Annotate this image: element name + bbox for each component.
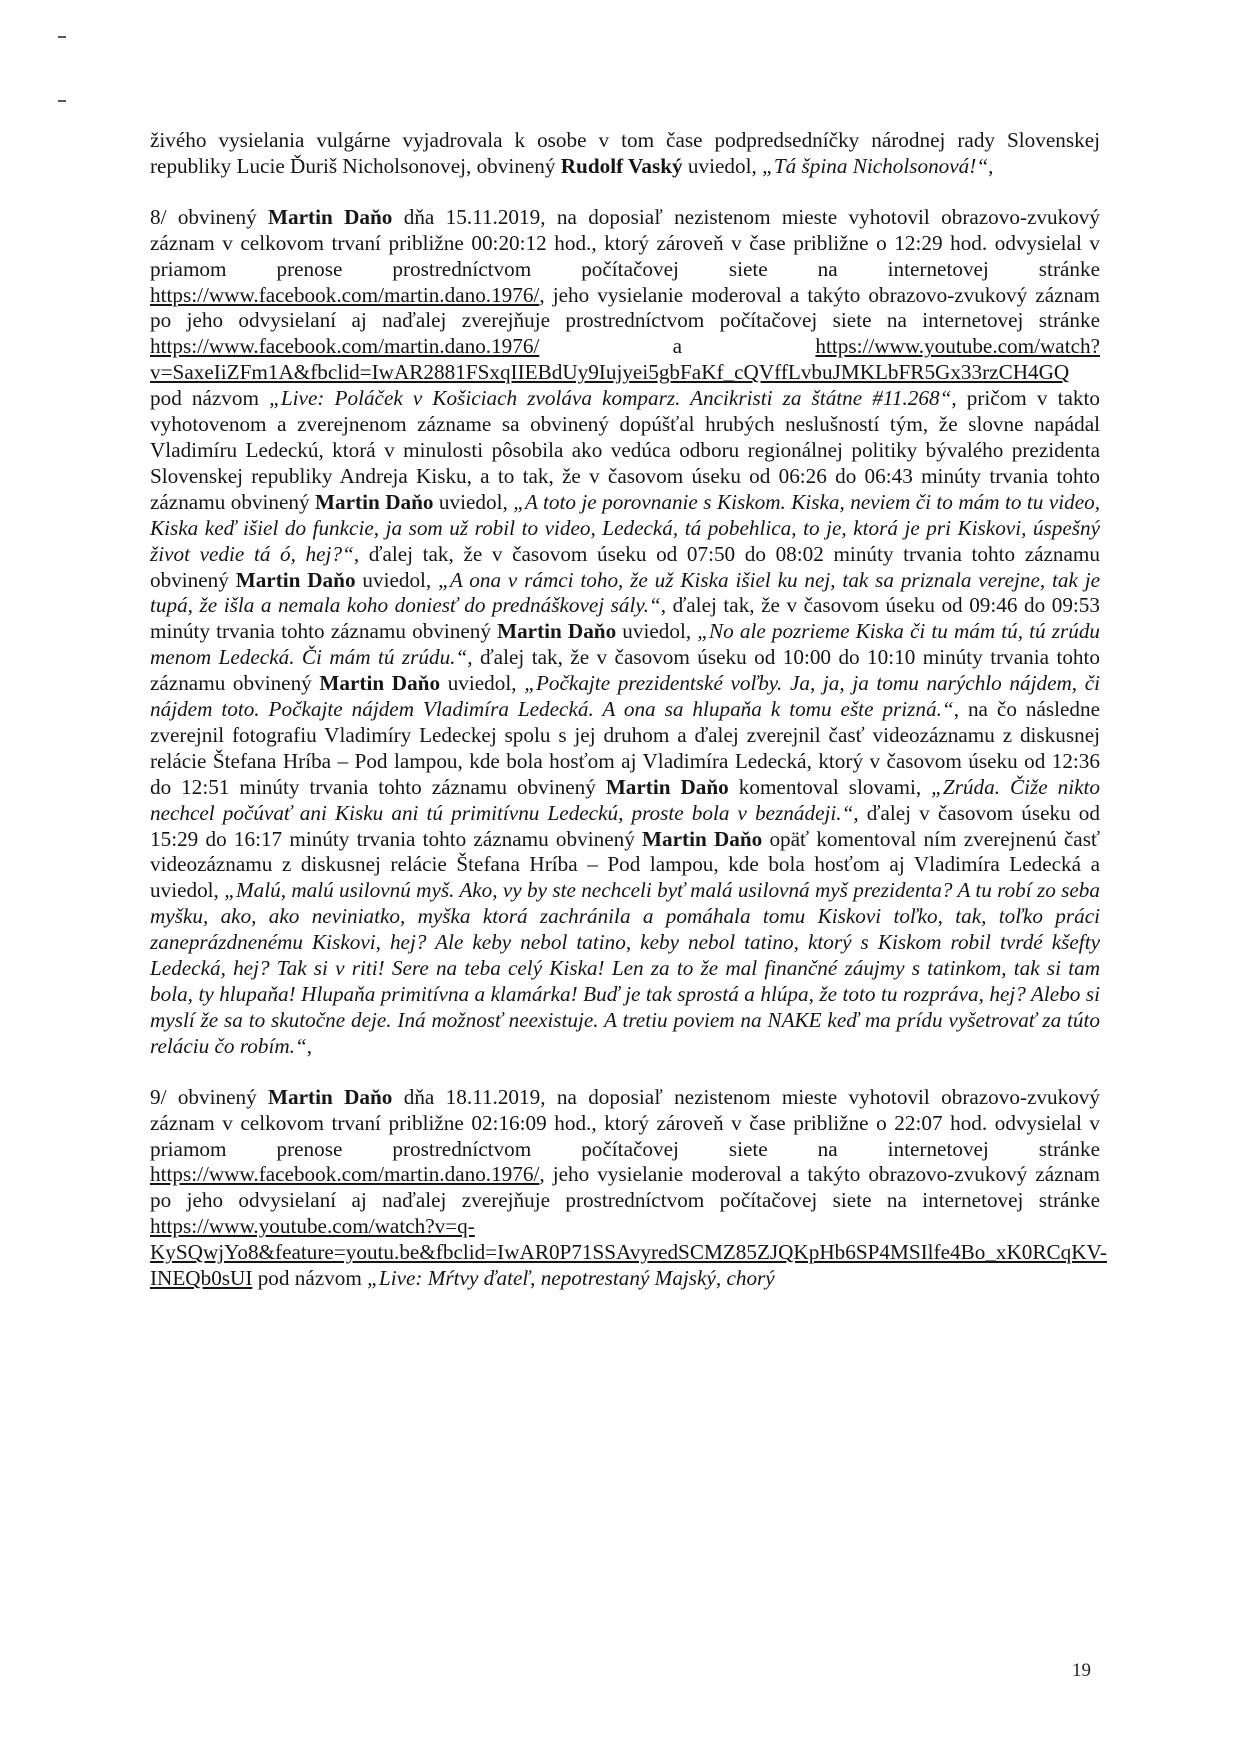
text-run: obvinený — [166, 204, 269, 229]
quotation: „Live: Mŕtvy ďateľ, nepotrestaný Majský, chorý — [367, 1266, 775, 1291]
text-run: pod názvom — [252, 1266, 368, 1291]
text-run: uviedol, — [440, 671, 525, 696]
text-run: 9/ — [150, 1084, 167, 1109]
person-name: Martin Daňo — [268, 204, 393, 229]
text-run: komentoval slovami, — [728, 774, 932, 799]
quotation: „Zrúda. Čiže nikto nechcel počúvať ani Kisku ani tú primitívnu Ledeckú, proste bola v beznádeji.“ — [150, 774, 1100, 825]
url-link[interactable]: https://www.facebook.com/martin.dano.1976/ — [150, 1162, 540, 1187]
text-run: dňa 18.11.2019, na doposiaľ nezistenom mieste vyhotovil obrazovo-zvukový záznam v celkovom trvaní približne 02:16:09 hod., ktorý zároveň v čase približne o 22:07 hod. odvysielal v priamom prenose prostredníctvom počítačovej siete na internetovej stránke — [150, 1084, 1100, 1161]
paragraph-continuation — [150, 128, 1100, 180]
scan-mark — [58, 36, 66, 38]
person-name: Rudolf Vaský — [560, 153, 683, 178]
quotation: „A ona v rámci toho, že už Kiska išiel ku nej, tak sa priznala verejne, tak je tupá, že išla a nemala koho doniesť do prednáškovej sály.“ — [150, 567, 1101, 618]
quotation: „No ale pozrieme Kiska či tu mám tú, tú zrúdu menom Ledecká. Či mám tú zrúdu.“ — [150, 619, 1101, 670]
text-run: , — [988, 153, 994, 178]
text-run: živého vysielania vulgárne vyjadrovala k osobe v tom čase podpredsedníčky národnej rady Slovenskej republiky Lucie Ďuriš Nicholsonovej, obvinený — [150, 128, 1100, 178]
url-link[interactable]: https://www.youtube.com/watch?v=SaxeIiZFm1A&fbclid=IwAR2881FSxqIIEBdUy9Iujyei5gbFaKf_cQVffLvbuJMKLbFR5Gx33rzCH4GQ — [150, 334, 1100, 385]
text-run: , jeho vysielanie moderoval a takýto obrazovo-zvukový záznam po jeho odvysielaní aj naďalej zverejňuje prostredníctvom počítačovej siete na internetovej stránke — [150, 282, 1100, 333]
quotation: „Live: Poláček v Košiciach zvoláva komparz. Ancikristi za štátne #11.268“ — [269, 386, 952, 411]
text-run: uviedol, — [355, 567, 439, 592]
text-run: , jeho vysielanie moderoval a takýto obrazovo-zvukový záznam po jeho odvysielaní aj naďalej zverejňuje prostredníctvom počítačovej siete na internetovej stránke — [150, 1162, 1100, 1213]
person-name: Martin Daňo — [268, 1084, 393, 1109]
quotation: „Tá špina Nicholsonová!“ — [762, 153, 989, 178]
text-run: , — [306, 1033, 313, 1058]
text-run: obvinený — [166, 1084, 269, 1109]
text-run: uviedol, — [616, 619, 698, 644]
page-number: 19 — [1072, 1660, 1091, 1681]
text-run: , ďalej v časovom úseku od 15:29 do 16:17 minúty trvania tohto záznamu obvinený — [150, 800, 1100, 851]
text-run: pod názvom — [150, 386, 270, 411]
text-run: a — [539, 334, 816, 359]
text-run: opäť komentoval ním zverejnenú časť videozáznamu z diskusnej relácie Štefana Hríba – Pod lampou, kde bola hosťom aj Vladimíra Ledecká a uviedol, — [150, 826, 1100, 903]
person-name: Martin Daňo — [315, 489, 434, 514]
person-name: Martin Daňo — [235, 567, 356, 592]
person-name: Martin Daňo — [605, 774, 729, 799]
text-run: uviedol, — [682, 153, 763, 178]
person-name: Martin Daňo — [319, 671, 441, 696]
paragraph-item-9 — [150, 1084, 1107, 1292]
scan-mark — [58, 100, 66, 102]
person-name: Martin Daňo — [497, 619, 617, 644]
text-run: 8/ — [150, 204, 167, 229]
quotation: „Malú, malú usilovnú myš. Ako, vy by ste nechceli byť malá usilovná myš prezidenta? A tu robí zo seba myšku, ako, ako neviniatko, myška ktorá zachránila a pomáhala tomu Kiskovi toľko, tak, toľko práci zaneprázdnenému Kiskovi, hej? Ale keby nebol tatino, keby nebol tatino, ktorý s Kiskom robil tvrdé kšefty Ledecká, hej? Tak si v riti! Sere na teba celý Kiska! Len za to že mal finančné záujmy s tatinkom, tak si tam bola, ty hlupaňa! Hlupaňa primitívna a klamárka! Buď je tak sprostá a hlúpa, že toto tu rozpráva, hej? Alebo si myslí že sa to skutočne deje. Iná možnosť neexistuje. A tretiu poviem na NAKE keď ma prídu vyšetrovať za túto reláciu čo robím.“ — [150, 878, 1100, 1058]
text-run: uviedol, — [433, 489, 514, 514]
text-run: , ďalej tak, že v časovom úseku od 07:50 do 08:02 minúty trvania tohto záznamu obvinený — [150, 541, 1101, 592]
document-body — [150, 128, 1107, 1292]
url-link[interactable]: https://www.facebook.com/martin.dano.1976/ — [150, 334, 540, 359]
text-run: , pričom v takto vyhotovenom a zverejnenom zázname sa obvinený dopúšťal hrubých neslušností tým, že slovne napádal Vladimíru Ledeckú, ktorá v minulosti pôsobila ako vedúca odboru regionálnej politiky bývalého prezidenta Slovenskej republiky Andreja Kisku, a to tak, že v časovom úseku od 06:26 do 06:43 minúty trvania tohto záznamu obvinený — [150, 386, 1100, 514]
quotation: „Počkajte prezidentské voľby. Ja, ja, ja tomu narýchlo nájdem, či nájdem toto. Počkajte nájdem Vladimíra Ledecká. A ona sa hlupaňa k tomu ešte prizná.“ — [150, 671, 1100, 722]
url-link[interactable]: https://www.youtube.com/watch?v=q-KySQwjYo8&feature=youtu.be&fbclid=IwAR0P71SSAvyredSCMZ85ZJQKpHb6SP4MSIlfe4Bo_xK0RCqKV-INEQb0sUI — [150, 1214, 1107, 1291]
url-link[interactable]: https://www.facebook.com/martin.dano.1976/ — [150, 282, 540, 307]
quotation: „A toto je porovnanie s Kiskom. Kiska, neviem či to mám to tu video, Kiska keď išiel do funkcie, ja som už robil to video, Ledecká, tá pobehlica, to je, ktorá je pri Kiskovi, úspešný život vedie tá ó, hej?“ — [150, 489, 1100, 566]
text-run: , ďalej tak, že v časovom úseku od 10:00 do 10:10 minúty trvania tohto záznamu obvinený — [150, 645, 1101, 696]
paragraph-item-8 — [150, 205, 1100, 1060]
text-run: dňa 15.11.2019, na doposiaľ nezistenom mieste vyhotovil obrazovo-zvukový záznam v celkovom trvaní približne 00:20:12 hod., ktorý zároveň v čase približne o 12:29 hod. odvysielal v priamom prenose prostredníctvom počítačovej siete na internetovej stránke — [150, 204, 1100, 281]
text-run: , na čo následne zverejnil fotografiu Vladimíry Ledeckej spolu s jej druhom a ďalej zverejnil časť videozáznamu z diskusnej relácie Štefana Hríba – Pod lampou, kde bola hosťom aj Vladimíra Ledecká, ktorý v časovom úseku od 12:36 do 12:51 minúty trvania tohto záznamu obvinený — [150, 697, 1100, 799]
person-name: Martin Daňo — [642, 826, 763, 851]
text-run: , ďalej tak, že v časovom úseku od 09:46 do 09:53 minúty trvania tohto záznamu obvinený — [150, 593, 1100, 644]
